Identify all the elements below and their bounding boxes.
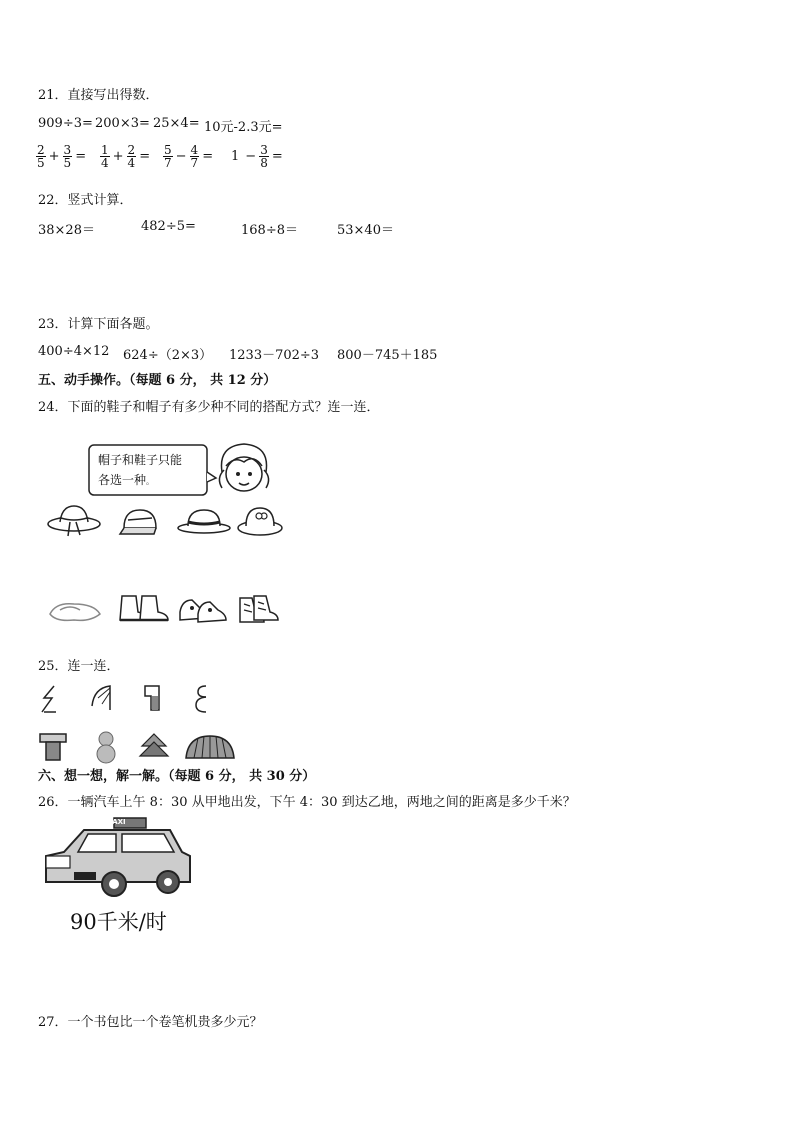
lace-up-shoes-icon <box>236 592 280 626</box>
sun-hat-icon <box>46 504 106 540</box>
q25-title: 25．连一连． <box>38 659 120 674</box>
cap-icon <box>118 506 164 538</box>
q21-item-1: 909÷3= <box>38 116 93 131</box>
q21-item-2: 200×3= <box>95 116 150 131</box>
q21-item-4: 10元-2.3元= <box>204 120 283 135</box>
q21-item-3: 25×4= <box>153 116 200 131</box>
q21-fraction-3: $\frac{5}{7}$ − $\frac{4}{7}$ = <box>164 143 214 170</box>
taxi-car-icon <box>44 816 194 906</box>
q23-item-3: 1233－702÷3 <box>229 348 320 363</box>
q27-title: 27．一个书包比一个卷笔机贵多少元？ <box>38 1015 263 1030</box>
half-umbrella-icon <box>88 684 114 712</box>
taxi-roof-sign: TAXI <box>108 818 126 826</box>
speed-label: 90千米/时 <box>70 910 167 934</box>
lightning-shape-icon <box>40 684 60 714</box>
girl-icon <box>214 440 274 500</box>
slipper-icon <box>46 596 104 626</box>
bow-hat-icon <box>236 504 286 538</box>
q22-item-4: 53×40＝ <box>337 223 394 238</box>
q22-item-3: 168÷8＝ <box>241 223 298 238</box>
bubble-line-1: 帽子和鞋子只能 <box>98 453 183 467</box>
section-5-heading: 五、动手操作。（每题 6 分， 共 12 分） <box>38 373 277 388</box>
q22-item-2: 482÷5= <box>141 219 196 234</box>
q26-title: 26．一辆汽车上午 8：30 从甲地出发，下午 4：30 到达乙地，两地之间的距离是多少千米？ <box>38 795 576 810</box>
bubble-line-2: 各选一种。 <box>98 473 155 487</box>
half-house-icon <box>143 684 163 712</box>
house-shape-icon <box>38 732 68 762</box>
tree-shape-icon <box>138 732 170 760</box>
half-snowman-icon <box>196 684 210 714</box>
fedora-icon <box>176 506 234 536</box>
q23-item-1: 400÷4×12 <box>38 344 110 359</box>
section-6-heading: 六、想一想，解一解。（每题 6 分， 共 30 分） <box>38 769 316 784</box>
q21-fraction-4: 1 − $\frac{3}{8}$ = <box>231 143 283 170</box>
q23-title: 23．计算下面各题。 <box>38 317 159 332</box>
umbrella-icon <box>184 734 236 760</box>
snowman-icon <box>94 730 118 764</box>
q21-fraction-1: $\frac{2}{5}$ + $\frac{3}{5}$ = <box>37 143 87 170</box>
q23-item-2: 624÷（2×3） <box>123 348 213 363</box>
boots-icon <box>116 592 172 626</box>
q22-item-1: 38×28＝ <box>38 223 95 238</box>
q21-title: 21．直接写出得数． <box>38 88 159 103</box>
q24-title: 24．下面的鞋子和帽子有多少种不同的搭配方式？连一连． <box>38 400 380 415</box>
q23-item-4: 800－745＋185 <box>337 348 438 363</box>
q21-fraction-2: $\frac{1}{4}$ + $\frac{2}{4}$ = <box>101 143 151 170</box>
q22-title: 22．竖式计算． <box>38 193 133 208</box>
sneakers-icon <box>176 594 230 626</box>
